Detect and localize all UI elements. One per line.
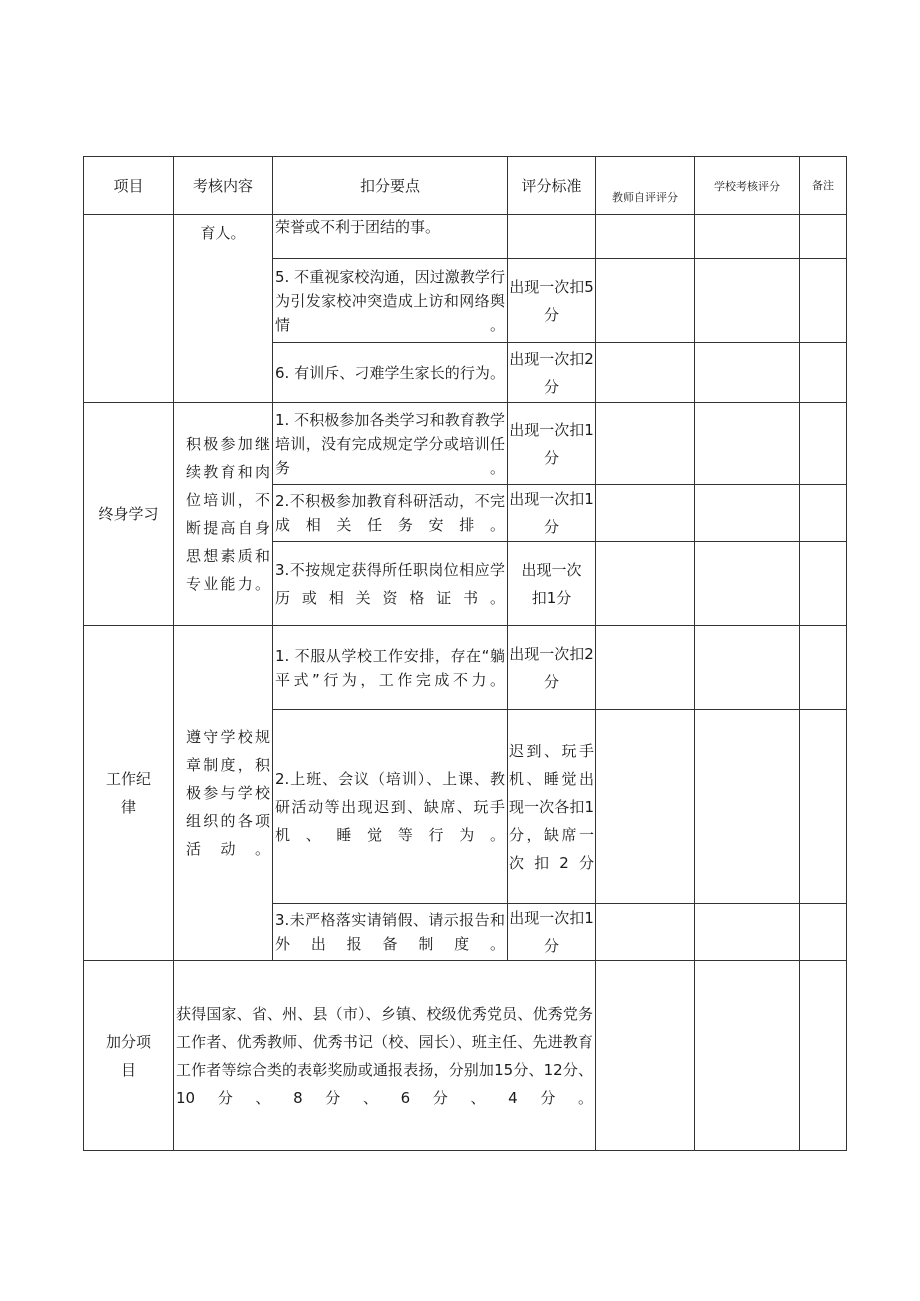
score-standard: 出现一次扣1分 <box>508 403 596 485</box>
deduction-point: 3.未严格落实请销假、请示报告和外出报备制度。 <box>273 904 508 961</box>
header-school-score: 学校考核评分 <box>695 157 800 215</box>
self-score-cell[interactable] <box>596 343 695 403</box>
table-row <box>84 215 847 259</box>
school-score-cell[interactable] <box>695 626 800 710</box>
table-row <box>84 626 847 710</box>
deduction-point: 2.不积极参加教育科研活动，不完成相关任务安排。 <box>273 485 508 542</box>
score-standard: 出现一次扣5分 <box>508 259 596 343</box>
item-cell: 工作纪律 <box>84 626 174 961</box>
deduction-point: 荣誉或不利于团结的事。 <box>273 215 508 259</box>
item-cell-empty <box>84 215 174 403</box>
school-score-cell[interactable] <box>695 542 800 626</box>
deduction-point: 3.不按规定获得所任职岗位相应学历或相关资格证书。 <box>273 542 508 626</box>
remark-cell[interactable] <box>800 215 847 259</box>
self-score-cell[interactable] <box>596 626 695 710</box>
self-score-cell[interactable] <box>596 215 695 259</box>
header-deduction: 扣分要点 <box>273 157 508 215</box>
remark-cell[interactable] <box>800 710 847 904</box>
self-score-cell[interactable] <box>596 710 695 904</box>
score-standard: 出现一次扣1分 <box>508 904 596 961</box>
remark-cell[interactable] <box>800 485 847 542</box>
deduction-point: 1. 不服从学校工作安排，存在“躺平式”行为，工作完成不力。 <box>273 626 508 710</box>
remark-cell[interactable] <box>800 403 847 485</box>
header-item: 项目 <box>84 157 174 215</box>
remark-cell[interactable] <box>800 626 847 710</box>
score-standard: 出现一次扣1分 <box>508 485 596 542</box>
score-standard: 迟到、玩手机、睡觉出现一次各扣1分，缺席一次扣2分 <box>508 710 596 904</box>
remark-cell[interactable] <box>800 259 847 343</box>
school-score-cell[interactable] <box>695 904 800 961</box>
self-score-cell[interactable] <box>596 961 695 1151</box>
table-row <box>84 403 847 485</box>
school-score-cell[interactable] <box>695 343 800 403</box>
header-remark: 备注 <box>800 157 847 215</box>
table-row <box>84 961 847 1151</box>
school-score-cell[interactable] <box>695 961 800 1151</box>
deduction-point: 2.上班、会议（培训）、上课、教研活动等出现迟到、缺席、玩手机、睡觉等行为。 <box>273 710 508 904</box>
school-score-cell[interactable] <box>695 485 800 542</box>
self-score-cell[interactable] <box>596 485 695 542</box>
item-cell: 终身学习 <box>84 403 174 626</box>
score-standard: 出现一次扣2分 <box>508 626 596 710</box>
header-row <box>84 157 847 215</box>
school-score-cell[interactable] <box>695 259 800 343</box>
header-self-score: 教师自评评分 <box>596 157 695 215</box>
item-cell: 加分项目 <box>84 961 174 1151</box>
remark-cell[interactable] <box>800 904 847 961</box>
assessment-table <box>83 156 847 1151</box>
self-score-cell[interactable] <box>596 542 695 626</box>
header-standard: 评分标准 <box>508 157 596 215</box>
content-cell: 积极参加继续教育和肉位培训，不断提高自身思想素质和专业能力。 <box>174 403 273 626</box>
remark-cell[interactable] <box>800 343 847 403</box>
remark-cell[interactable] <box>800 542 847 626</box>
score-standard: 出现一次扣2分 <box>508 343 596 403</box>
self-score-cell[interactable] <box>596 904 695 961</box>
bonus-text: 获得国家、省、州、县（市）、乡镇、校级优秀党员、优秀党务工作者、优秀教师、优秀书记（校、园长）、班主任、先进教育工作者等综合类的表彰奖励或通报表扬，分别加15分、12分、10分、8分、6分、4分。 <box>174 961 596 1151</box>
score-standard: 出现一次扣1分 <box>508 542 596 626</box>
deduction-point: 5. 不重视家校沟通，因过激教学行为引发家校冲突造成上访和网络舆情。 <box>273 259 508 343</box>
self-score-cell[interactable] <box>596 403 695 485</box>
school-score-cell[interactable] <box>695 710 800 904</box>
score-standard <box>508 215 596 259</box>
school-score-cell[interactable] <box>695 403 800 485</box>
school-score-cell[interactable] <box>695 215 800 259</box>
self-score-cell[interactable] <box>596 259 695 343</box>
content-cell: 遵守学校规章制度，积极参与学校组织的各项活动。 <box>174 626 273 961</box>
header-content: 考核内容 <box>174 157 273 215</box>
deduction-point: 6. 有训斥、刁难学生家长的行为。 <box>273 343 508 403</box>
content-cell: 育人。 <box>174 215 273 403</box>
deduction-point: 1. 不积极参加各类学习和教育教学培训，没有完成规定学分或培训任务。 <box>273 403 508 485</box>
remark-cell[interactable] <box>800 961 847 1151</box>
